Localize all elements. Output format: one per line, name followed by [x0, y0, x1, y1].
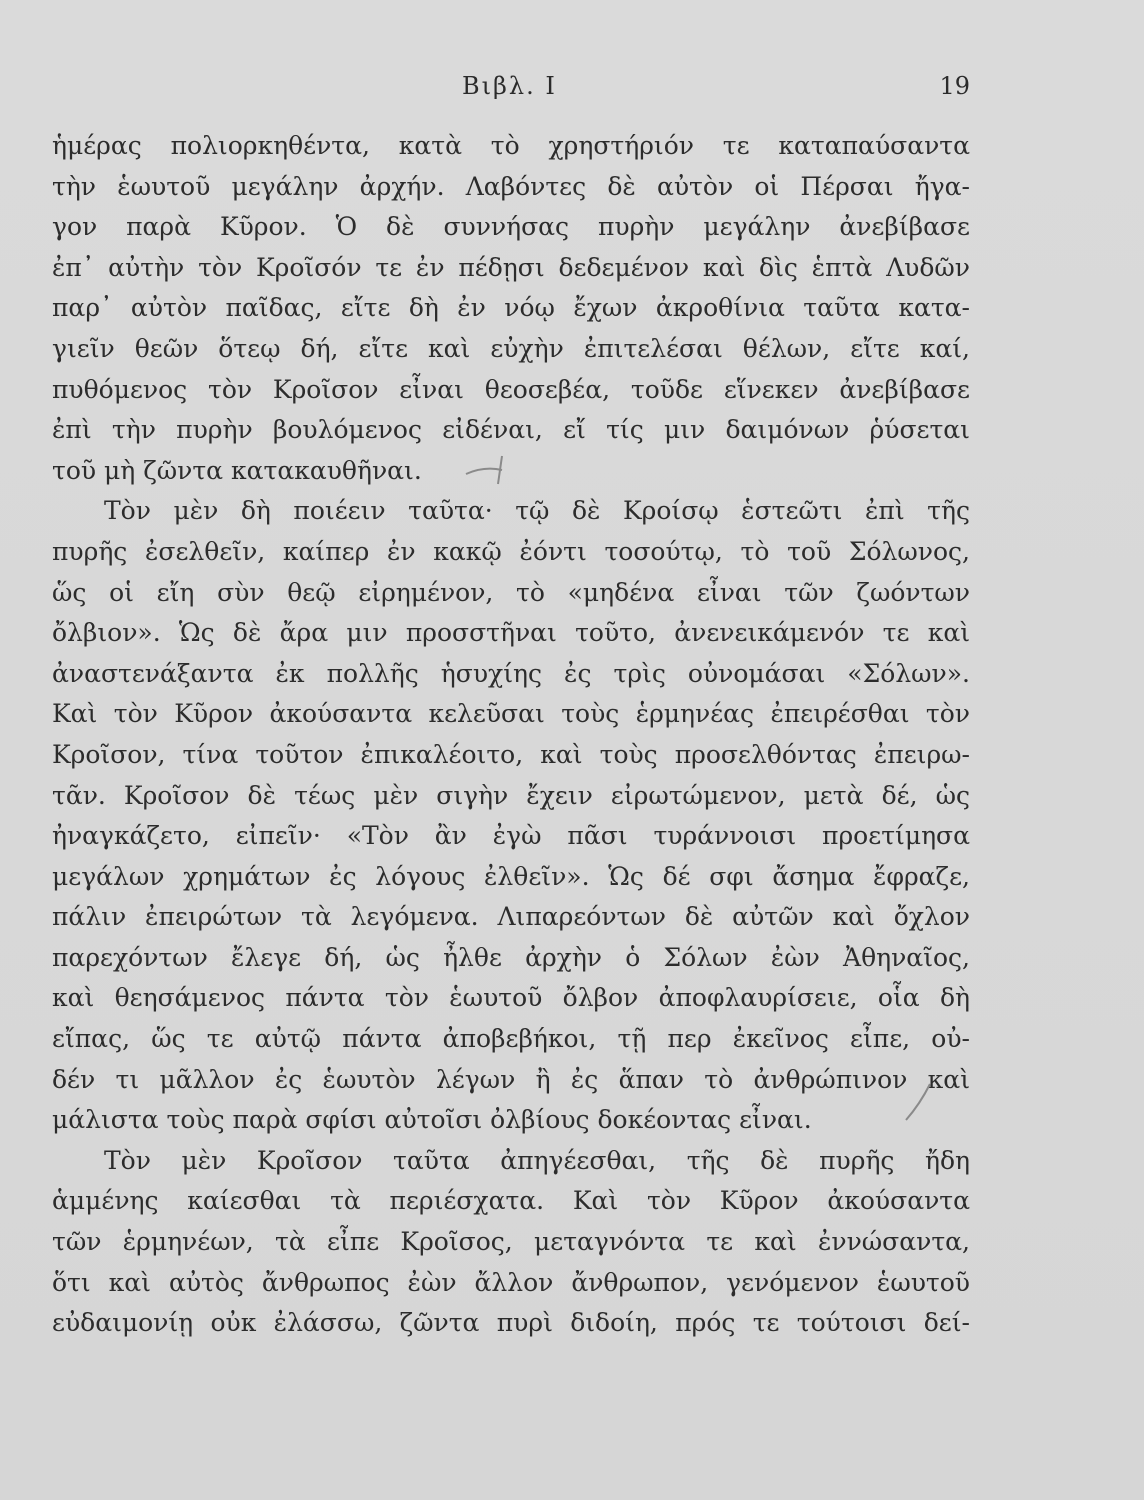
- text-line: ἐπὶ τὴν πυρὴν βουλόμενος εἰδέναι, εἴ τίς μιν δαιμόνων ῥύσεται: [52, 415, 970, 445]
- text-line: καὶ θεησάμενος πάντα τὸν ἑωυτοῦ ὄλβον ἀποφλαυρίσειε, οἷα δὴ: [52, 983, 970, 1013]
- text-line: Τὸν μὲν Κροῖσον ταῦτα ἀπηγέεσθαι, τῆς δὲ πυρῆς ἤδη: [104, 1145, 970, 1175]
- text-line: τὴν ἑωυτοῦ μεγάλην ἀρχήν. Λαβόντες δὲ αὐτὸν οἱ Πέρσαι ἤγα-: [52, 171, 970, 201]
- running-head-title: Βιβλ. Ι: [462, 72, 557, 100]
- text-line: μεγάλων χρημάτων ἐς λόγους ἐλθεῖν». Ὡς δέ σφι ἄσημα ἔφραζε,: [52, 861, 970, 891]
- text-line: ἁμμένης καίεσθαι τὰ περιέσχατα. Καὶ τὸν Κῦρον ἀκούσαντα: [52, 1186, 970, 1216]
- text-line: ὄλβιον». Ὡς δὲ ἄρα μιν προσστῆναι τοῦτο, ἀνενεικάμενόν τε καὶ: [52, 618, 970, 648]
- text-line: ἐπ᾿ αὐτὴν τὸν Κροῖσόν τε ἐν πέδῃσι δεδεμένον καὶ δὶς ἑπτὰ Λυδῶν: [52, 252, 970, 282]
- text-line: Κροῖσον, τίνα τοῦτον ἐπικαλέοιτο, καὶ τοὺς προσελθόντας ἐπειρω-: [52, 739, 970, 769]
- text-line: γον παρὰ Κῦρον. Ὁ δὲ συννήσας πυρὴν μεγάλην ἀνεβίβασε: [52, 212, 970, 242]
- text-line: εὐδαιμονίῃ οὐκ ἐλάσσω, ζῶντα πυρὶ διδοίη, πρός τε τούτοισι δεί-: [52, 1308, 970, 1338]
- text-line: τῶν ἑρμηνέων, τὰ εἶπε Κροῖσος, μεταγνόντα τε καὶ ἐννώσαντα,: [52, 1227, 970, 1257]
- text-line: εἴπας, ὥς τε αὐτῷ πάντα ἀποβεβήκοι, τῇ περ ἐκεῖνος εἶπε, οὐ-: [52, 1024, 970, 1054]
- text-line: παρεχόντων ἔλεγε δή, ὡς ἦλθε ἀρχὴν ὁ Σόλων ἐὼν Ἀθηναῖος,: [52, 942, 970, 972]
- text-line: ὥς οἱ εἴη σὺν θεῷ εἰρημένον, τὸ «μηδένα εἶναι τῶν ζωόντων: [52, 577, 970, 607]
- text-line: Τὸν μὲν δὴ ποιέειν ταῦτα· τῷ δὲ Κροίσῳ ἑστεῶτι ἐπὶ τῆς: [104, 496, 970, 526]
- text-line: ὅτι καὶ αὐτὸς ἄνθρωπος ἐὼν ἄλλον ἄνθρωπον, γενόμενον ἑωυτοῦ: [52, 1267, 970, 1297]
- text-line: τοῦ μὴ ζῶντα κατακαυθῆναι.: [52, 455, 422, 485]
- text-line: ἠναγκάζετο, εἰπεῖν· «Τὸν ἂν ἐγὼ πᾶσι τυράννοισι προετίμησα: [52, 821, 970, 851]
- text-line: πυρῆς ἐσελθεῖν, καίπερ ἐν κακῷ ἐόντι τοσούτῳ, τὸ τοῦ Σόλωνος,: [52, 536, 970, 566]
- text-line: παρ᾿ αὐτὸν παῖδας, εἴτε δὴ ἐν νόῳ ἔχων ἀκροθίνια ταῦτα κατα-: [52, 293, 970, 323]
- text-line: γιεῖν θεῶν ὅτεῳ δή, εἴτε καὶ εὐχὴν ἐπιτελέσαι θέλων, εἴτε καί,: [52, 333, 970, 363]
- running-head: [52, 72, 970, 112]
- text-line: Καὶ τὸν Κῦρον ἀκούσαντα κελεῦσαι τοὺς ἑρμηνέας ἐπειρέσθαι τὸν: [52, 699, 970, 729]
- text-line: ἀναστενάξαντα ἐκ πολλῆς ἡσυχίης ἐς τρὶς οὐνομάσαι «Σόλων».: [52, 658, 970, 688]
- text-line: ἡμέρας πολιορκηθέντα, κατὰ τὸ χρηστήριόν τε καταπαύσαντα: [52, 131, 970, 160]
- text-line: πυθόμενος τὸν Κροῖσον εἶναι θεοσεβέα, τοῦδε εἵνεκεν ἀνεβίβασε: [52, 374, 970, 404]
- text-line: πάλιν ἐπειρώτων τὰ λεγόμενα. Λιπαρεόντων δὲ αὐτῶν καὶ ὄχλον: [52, 902, 970, 932]
- page-number: 19: [939, 72, 970, 100]
- text-line: τᾶν. Κροῖσον δὲ τέως μὲν σιγὴν ἔχειν εἰρωτώμενον, μετὰ δέ, ὡς: [52, 780, 970, 810]
- body-text: [52, 126, 970, 1344]
- text-line: μάλιστα τοὺς παρὰ σφίσι αὐτοῖσι ὀλβίους δοκέοντας εἶναι.: [52, 1105, 812, 1135]
- text-line: δέν τι μᾶλλον ἐς ἑωυτὸν λέγων ἢ ἐς ἅπαν τὸ ἀνθρώπινον καὶ: [52, 1064, 970, 1094]
